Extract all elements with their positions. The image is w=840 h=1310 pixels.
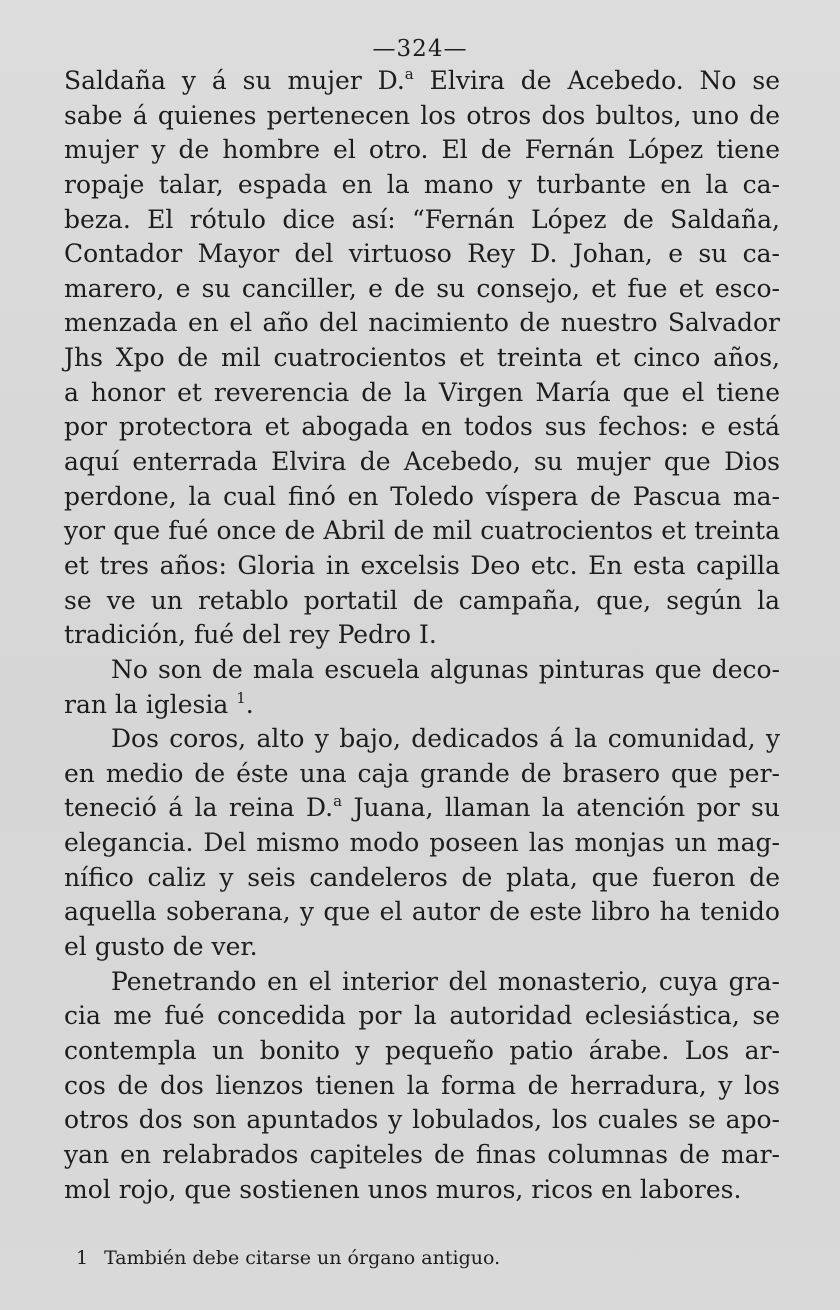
text-line: Jhs Xpo de mil cuatrocientos et treinta et cinco años, (64, 343, 780, 373)
text-line: mujer y de hombre el otro. El de Fernán López tiene (64, 135, 780, 165)
text-line: contempla un bonito y pequeño patio árabe. Los ar- (64, 1035, 780, 1065)
text-line: Penetrando en el interior del monasterio, cuya gra- (111, 966, 780, 996)
text-line: nífico caliz y seis candeleros de plata, que fueron de (64, 862, 780, 892)
text-line: Dos coros, alto y bajo, dedicados á la comunidad, y (111, 724, 780, 754)
text-line: marero, e su canciller, e de su consejo, et fue et esco- (64, 273, 780, 303)
footnote-number: 1 (76, 1247, 89, 1269)
text-line: aquí enterrada Elvira de Acebedo, su mujer que Dios (64, 447, 780, 477)
line-text: Juana, llaman la atención por su (342, 793, 780, 823)
line-text: . (245, 689, 254, 719)
text-line: mol rojo, que sostienen unos muros, ricos en labores. (64, 1174, 742, 1204)
text-line: cia me fué concedida por la autoridad eclesiástica, se (64, 1001, 780, 1031)
text-line (64, 688, 780, 723)
body-text (64, 64, 780, 1207)
text-line: cos de dos lienzos tienen la forma de herradura, y los (64, 1070, 780, 1100)
text-line: aquella soberana, y que el autor de este libro ha tenido (64, 897, 780, 927)
text-line: beza. El rótulo dice así: “Fernán López de Saldaña, (64, 204, 780, 234)
text-line: yor que fué once de Abril de mil cuatrocientos et treinta (64, 516, 780, 546)
superscript: 1 (236, 688, 246, 707)
line-text: Saldaña y á su mujer D. (64, 66, 405, 95)
text-line: el gusto de ver. (64, 932, 258, 962)
superscript: a (333, 792, 343, 811)
line-text: Elvira de Acebedo. No se (413, 66, 780, 95)
text-line: en medio de éste una caja grande de brasero que per- (64, 758, 780, 788)
text-line: menzada en el año del nacimiento de nuestro Salvador (64, 308, 780, 338)
paragraph (64, 722, 780, 964)
superscript: a (404, 65, 414, 83)
text-line: et tres años: Gloria in excelsis Deo etc. En esta capilla (64, 550, 780, 580)
paragraph (64, 653, 780, 722)
page-number: —324— (372, 36, 468, 62)
text-line (64, 64, 780, 99)
paragraph (64, 965, 780, 1207)
text-line: sabe á quienes pertenecen los otros dos bultos, uno de (64, 100, 780, 130)
footnote-text: También debe citarse un órgano antiguo. (104, 1247, 501, 1269)
line-text: ran la iglesia (64, 689, 237, 719)
paragraph (64, 64, 780, 653)
text-line: elegancia. Del mismo modo poseen las monjas un mag- (64, 828, 780, 858)
text-line: ropaje talar, espada en la mano y turbante en la ca- (64, 169, 780, 199)
text-line: se ve un retablo portatil de campaña, que, según la (64, 585, 780, 615)
text-line: otros dos son apuntados y lobulados, los cuales se apo- (64, 1105, 780, 1135)
text-line: yan en relabrados capiteles de finas columnas de mar- (64, 1139, 780, 1169)
text-line: Contador Mayor del virtuoso Rey D. Johan, e su ca- (64, 239, 780, 269)
text-line: a honor et reverencia de la Virgen María que el tiene (64, 377, 780, 407)
text-line: por protectora et abogada en todos sus fechos: e está (64, 412, 780, 442)
text-line: No son de mala escuela algunas pinturas que deco- (111, 654, 780, 684)
footnote (76, 1247, 500, 1269)
text-line: perdone, la cual finó en Toledo víspera de Pascua ma- (64, 481, 780, 511)
text-line (64, 791, 780, 826)
text-line: tradición, fué del rey Pedro I. (64, 620, 437, 650)
line-text: teneció á la reina D. (64, 793, 334, 823)
